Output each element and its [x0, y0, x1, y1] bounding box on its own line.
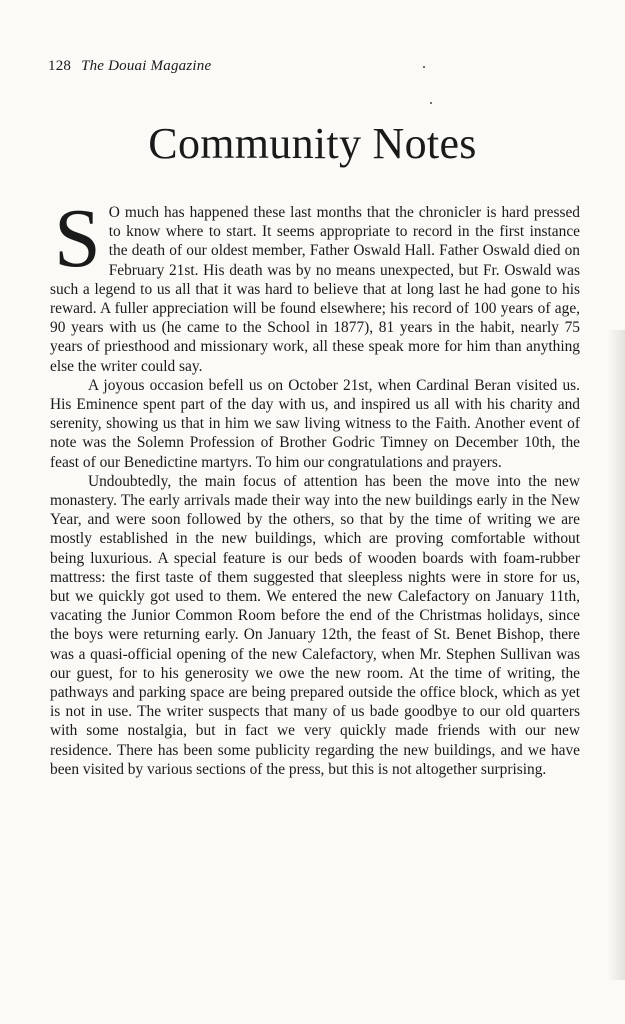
article-title: Community Notes — [148, 119, 477, 168]
magazine-title: The Douai Magazine — [81, 58, 212, 74]
paragraph-1-text: O much has happened these last months that the chronicler is hard pressed to know where to start. It seems appropriate to record in the first instance the death of our oldest member, Father Oswald Hall. Father Oswald died on February 21st. His death was by no means unexpected, but Fr. Oswald was such a legend to us all that it was hard to believe that at long last he had gone to his reward. A fuller appreciation will be found elsewhere; his record of 100 years of age, 90 years with us (he came to the School in 1877), 81 years in the habit, nearly 75 years of priesthood and missionary work, all these speak more for him than anything else the writer could say. — [50, 204, 580, 375]
scan-speck — [423, 66, 425, 68]
running-head — [48, 58, 211, 75]
paragraph-3: Undoubtedly, the main focus of attention has been the move into the new monastery. The early arrivals made their way into the new buildings early in the New Year, and were soon followed by the others, so that by the time of writing we are mostly established in the new buildings, which are proving comfortable without being luxurious. A special feature is our beds of wooden boards with foam-rubber mattress: the first taste of them suggested that sleepless nights were in store for us, but we quickly got used to them. We entered the new Calefactory on January 11th, vacating the Junior Common Room before the end of the Christmas holidays, since the boys were returning early. On January 12th, the feast of St. Benet Bishop, there was a quasi-official opening of the new Calefactory, when Mr. Stephen Sullivan was our guest, for to his generosity we owe the new room. At the time of writing, the pathways and parking space are being prepared outside the office block, which as yet is not in use. The writer suspects that many of us bade goodbye to our old quarters with some nostalgia, but in fact we very quickly made friends with our new residence. There has been some publicity regarding the new buildings, and we have been visited by various sections of the press, but this is not altogether surprising. — [50, 472, 580, 778]
paragraph-1 — [50, 192, 580, 376]
scan-speck — [430, 102, 432, 104]
page-edge-shadow — [607, 330, 625, 980]
paragraph-2: A joyous occasion befell us on October 21st, when Cardinal Beran visited us. His Eminence spent part of the day with us, and inspired us all with his charity and serenity, showing us that in him we saw living witness to the Faith. Another event of note was the Solemn Profession of Brother Godric Timney on December 10th, the feast of our Benedictine martyrs. To him our congratulations and prayers. — [50, 376, 580, 471]
page-number: 128 — [48, 58, 72, 74]
article-body — [50, 192, 580, 779]
drop-cap: S — [54, 192, 101, 285]
